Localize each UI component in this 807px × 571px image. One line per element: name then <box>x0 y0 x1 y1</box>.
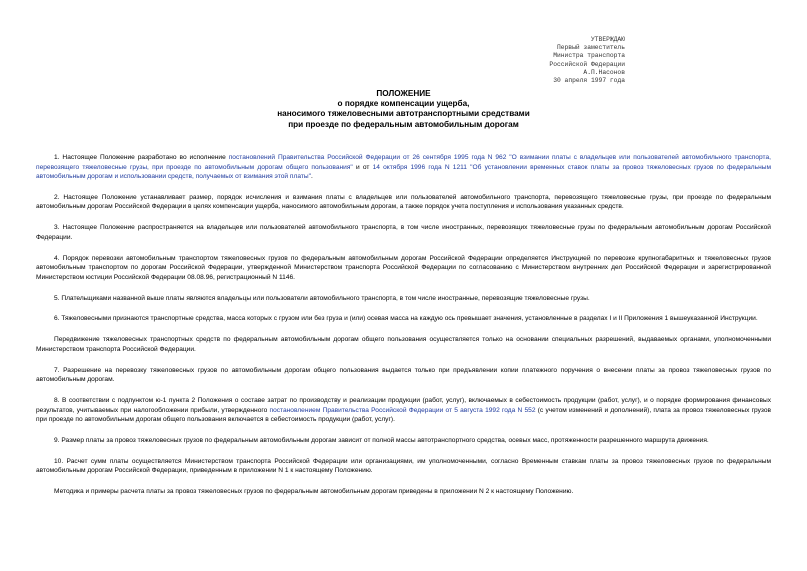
decree-962-link[interactable]: постановлений Правительства Российской Федерации от 26 сентября 1995 года N 962 "О взимании платы с владельцев или пользователей автомобильного транспорта, перевозящего тяжеловесные грузы, при проезде по автомобильным дорогам общего пользования" <box>36 154 771 171</box>
approval-line: Министра транспорта <box>553 52 625 60</box>
paragraph-11: Методика и примеры расчета платы за провоз тяжеловесных грузов по федеральным автомобильным дорогам приведены в приложении N 2 к настоящему Положению. <box>54 488 574 496</box>
approval-line: А.П.Насонов <box>583 68 625 76</box>
paragraph-2: 2. Настоящее Положение устанавливает размер, порядок исчисления и взимания платы с владельцев или пользователей автомобильного транспорта, перевозящего тяжеловесные грузы, при проезде по федеральным автомобильным дорогам Российской Федерации в целях компенсации ущерба, наносимого автомобильным дорогам, а также порядок учета поступления и использования указанных средств. <box>36 193 771 211</box>
paragraph-6-continued: Передвижение тяжеловесных транспортных средств по федеральным автомобильным дорогам общего пользования осуществляется только на основании специальных разрешений, выдаваемых органами, уполномоченными Министерством транспорта Российской Федерации. <box>36 336 771 353</box>
decree-1211-link[interactable]: 14 октября 1996 года N 1211 "Об установлении временных ставок платы за провоз тяжеловесных грузов по федеральным автомобильным дорогам и использовании средств, получаемых от взимания этой платы" <box>36 163 771 180</box>
document-title <box>0 89 807 130</box>
approval-stamp <box>495 36 625 85</box>
paragraph-6: 6. Тяжеловесными признаются транспортные средства, масса которых с грузом или без груза и (или) осевая масса на каждую ось превышает значения, установленные в разделах I и II Приложения 1 вышеуказанной Инструкции. <box>54 315 758 323</box>
paragraph-7: 7. Разрешение на перевозку тяжеловесных грузов по автомобильным дорогам общего пользования выдается только при предъявлении копии платежного поручения о внесении платы за провоз тяжеловесных грузов по автомобильным дорогам. <box>36 366 771 384</box>
title-line-3: наносимого тяжеловесными автотранспортными средствами <box>277 109 530 119</box>
paragraph-1 <box>36 153 771 182</box>
title-line-1: ПОЛОЖЕНИЕ <box>376 89 431 98</box>
paragraph-3: 3. Настоящее Положение распространяется на владельцев или пользователей автомобильного транспорта, в том числе иностранных, перевозящих тяжеловесные грузы по федеральным автомобильным дорогам Российской Федерации. <box>36 224 771 241</box>
paragraph-8 <box>36 396 771 425</box>
paragraph-text: и от <box>352 163 373 171</box>
title-line-2: о порядке компенсации ущерба, <box>337 99 470 109</box>
paragraph-10: 10. Расчет сумм платы осуществляется Министерством транспорта Российской Федерации или организациями, им уполномоченными, согласно Временным ставкам платы за провоз тяжеловесных грузов по федеральным автомобильным дорогам Российской Федерации, приведенным в приложении N 1 к настоящему Положению. <box>36 457 771 475</box>
paragraph-text: 8. В соответствии с подпунктом ю-1 пункта 2 Положения о составе затрат по производству и реализации продукции (работ, услуг), включаемых в себестоимость продукции (работ, услуг), и о порядке формирования финансовых результатов, учитываемых при налогообложении прибыли, утвержденного <box>36 397 771 414</box>
paragraph-9: 9. Размер платы за провоз тяжеловесных грузов по федеральным автомобильным дорогам зависит от полной массы автотранспортного средства, осевых масс, протяженности разрешенного маршрута движения. <box>54 437 709 445</box>
approval-line: Первый заместитель <box>556 44 625 52</box>
approval-line: 30 апреля 1997 года <box>553 77 625 85</box>
decree-552-link[interactable]: постановлением Правительства Российской Федерации от 5 августа 1992 года N 552 <box>269 406 536 414</box>
title-line-4: при проезде по федеральным автомобильным дорогам <box>288 119 519 129</box>
paragraph-text: . <box>310 173 313 180</box>
approval-line: УТВЕРЖДАЮ <box>590 36 625 43</box>
paragraph-text: 1. Настоящее Положение разработано во исполнение <box>54 154 229 161</box>
paragraph-text: (с учетом изменений и дополнений), плата за провоз тяжеловесных грузов при проезде по автомобильным дорогам общего пользования включается в себестоимость продукции (работ, услуг). <box>36 406 772 424</box>
approval-line: Российской Федерации <box>549 60 625 68</box>
paragraph-4: 4. Порядок перевозки автомобильным транспортом тяжеловесных грузов по федеральным автомобильным дорогам Российской Федерации определяется Инструкцией по перевозке крупногабаритных и тяжеловесных грузов автомобильным транспортом по дорогам Российской Федерации, утвержденной Министерством транспорта Российской Федерации по согласованию с Министерством внутренних дел Российской Федерации и зарегистрированной Министерством юстиции Российской Федерации 08.08.96, регистрационный N 1146. <box>36 254 771 281</box>
paragraph-5: 5. Плательщиками названной выше платы являются владельцы или пользователи автомобильного транспорта, в том числе иностранные, перевозящие тяжеловесные грузы. <box>54 294 590 302</box>
document-body <box>36 153 771 508</box>
